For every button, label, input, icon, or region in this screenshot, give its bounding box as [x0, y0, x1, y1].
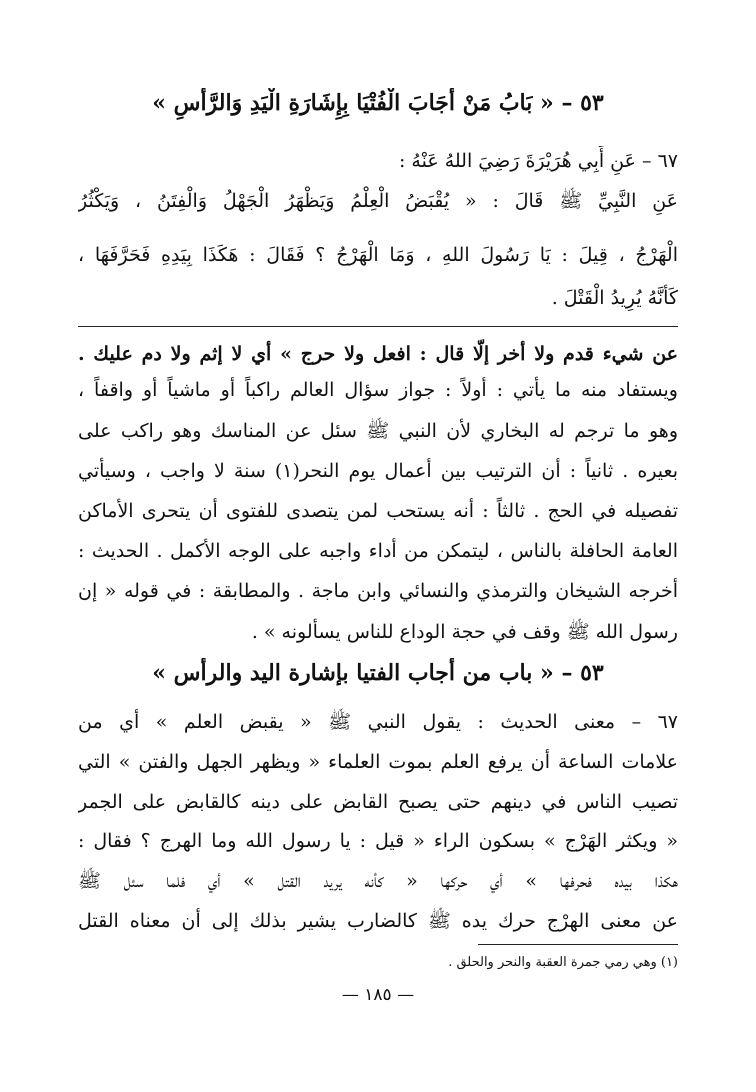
commentary-line: أخرجه الشيخان والترمذي والنسائي وابن ماجة . والمطابقة : في قوله « إن	[78, 580, 678, 602]
commentary-line: بعيره . ثانياً : أن الترتيب بين أعمال يوم النحر(١) سنة لا واجب ، وسيأتي	[78, 460, 678, 482]
explanation-line: هكذا بيده فحرفها » أي حركها « كأنه يريد القتل » أي فلما سئل ﷺ	[78, 870, 678, 892]
commentary-line: العامة الحافلة بالناس ، ليتمكن من أداء واجبه على الوجه الأكمل . الحديث :	[78, 540, 678, 562]
footnote: (١) وهي رمي جمرة العقبة والنحر والحلق .	[448, 955, 678, 970]
section-divider	[78, 326, 678, 327]
commentary-line: ويستفاد منه ما يأتي : أولاً : جواز سؤال العالم راكباً أو ماشياً أو واقفاً ،	[78, 379, 678, 401]
explanation-line: تصيب الناس في دينهم حتى يصبح القابض على دينه كالقابض على الجمر	[78, 791, 678, 813]
explanation-line: ٦٧ – معنى الحديث : يقول النبي ﷺ « يقبض العلم » أي من	[78, 711, 678, 733]
hadith-line: الْهَرْجُ ، قِيلَ : يَا رَسُولَ اللهِ ، وَمَا الْهَرْجُ ؟ فَقَالَ : هَكَذَا بِيَدِهِ فَحَرَّفَهَا ،	[78, 244, 678, 266]
footnote-divider	[478, 944, 678, 945]
hadith-isnad: ٦٧ – عَنِ أَبِي هُرَيْرَةَ رَضِيَ اللهُ عَنْهُ :	[398, 150, 678, 172]
commentary-line: تفصيله في الحج . ثالثاً : أنه يستحب لمن يتصدى للفتوى أن يتحرى الأماكن	[78, 500, 678, 522]
commentary-line: وهو ما ترجم له البخاري لأن النبي ﷺ سئل عن المناسك وهو راكب على	[78, 420, 678, 442]
commentary-line: عن شيء قدم ولا أخر إلّا قال : افعل ولا حرج » أي لا إثم ولا دم عليك .	[78, 343, 678, 365]
explanation-line: عن معنى الهرْج حرك يده ﷺ كالضارب يشير بذلك إلى أن معناه القتل	[78, 910, 678, 932]
explanation-line: علامات الساعة أن يرفع العلم بموت العلماء « ويظهر الجهل والفتن » التي	[78, 751, 678, 773]
commentary-chapter-title: ٥٣ – « باب من أجاب الفتيا بإشارة اليد والرأس »	[152, 660, 604, 686]
commentary-line: رسول الله ﷺ وقف في حجة الوداع للناس يسألونه » .	[251, 621, 678, 643]
hadith-chapter-title: ٥٣ – « بَابُ مَنْ أَجَابَ الْفُتْيَا بِإِشَارَةِ الْيَدِ وَالرَّأْسِ »	[152, 90, 604, 116]
hadith-line: عَنِ النَّبِيِّ ﷺ قَالَ : « يُقْبَضُ الْعِلْمُ وَيَظْهَرُ الْجَهْلُ وَالْفِتَنُ ، وَيَكْثُرُ	[78, 190, 678, 212]
page-number: — ١٨٥ —	[341, 985, 415, 1005]
explanation-line: « ويكثر الهَرْج » بسكون الراء « قيل : يا رسول الله وما الهرج ؟ فقال :	[78, 830, 678, 852]
hadith-line: كَأَنَّهُ يُرِيدُ الْقَتْلَ .	[551, 287, 678, 309]
